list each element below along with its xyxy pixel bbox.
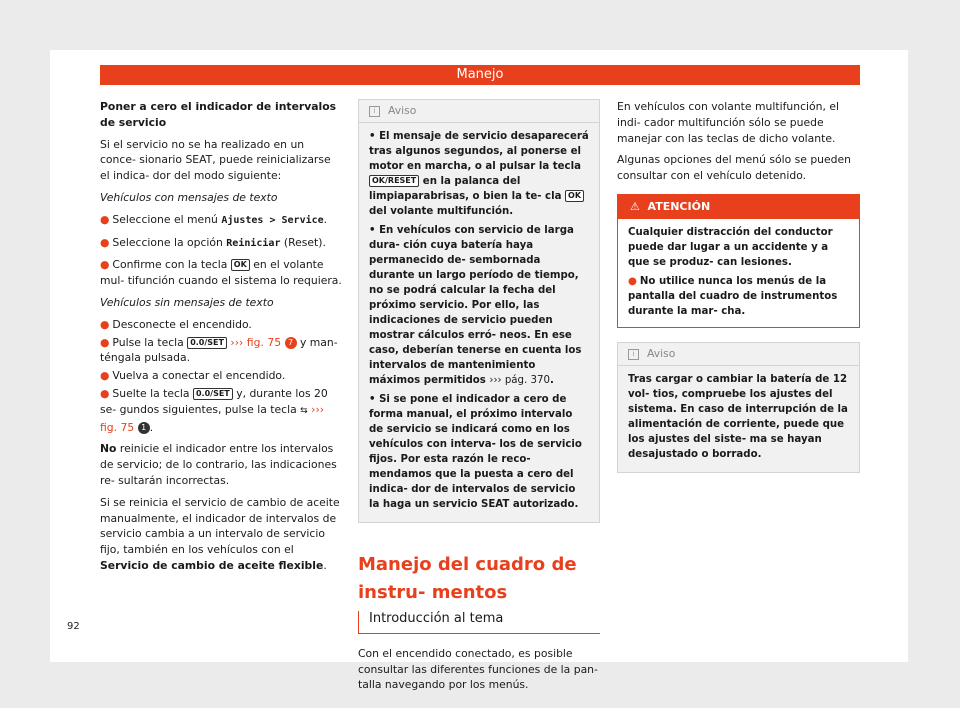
- bullet-icon: •: [369, 131, 380, 142]
- step-item: ● Suelte la tecla 0.0/SET y, durante los 20 se- gundos siguientes, pulse la tecla ⇆ ››› fig. 75 1 .: [100, 386, 328, 434]
- callout-number: 7: [285, 337, 297, 349]
- bullet-icon: ●: [628, 275, 637, 287]
- figure-link[interactable]: ››› fig. 75: [100, 402, 325, 434]
- arrow-key-icon: ⇆: [300, 405, 308, 416]
- note-paragraph: No reinicie el indicador entre los intervalos de servicio; de lo contrario, las indicaciones re- sultarán incorrectas.: [100, 442, 337, 487]
- aviso-box: [358, 99, 600, 523]
- ok-key-icon: OK: [231, 259, 250, 271]
- aviso-header: i Aviso: [359, 100, 599, 123]
- column-2: [358, 99, 600, 699]
- bullet-icon: ●: [100, 386, 110, 400]
- bullet-icon: ●: [100, 235, 110, 249]
- warning-box: [617, 194, 860, 328]
- callout-number: 1: [138, 422, 150, 434]
- column-1: [100, 99, 342, 580]
- page-number: 92: [67, 621, 80, 632]
- warning-header: ⚠ ATENCIÓN: [618, 195, 859, 219]
- bullet-icon: ●: [100, 317, 110, 331]
- warning-text: Cualquier distracción del conductor puede dar lugar a un accidente y a que se produz- can lesiones.: [628, 226, 833, 268]
- step-item: ● Confirme con la tecla OK en el volante mul- tifunción cuando el sistema lo requiera.: [100, 258, 342, 288]
- subheading-text-messages: Vehículos con mensajes de texto: [100, 190, 278, 204]
- info-icon: i: [369, 106, 380, 117]
- subheading-no-text-messages: Vehículos sin mensajes de texto: [100, 295, 274, 309]
- ok-key-icon: OK: [565, 190, 584, 202]
- column-3: [617, 99, 860, 473]
- figure-link[interactable]: ››› fig. 75: [230, 335, 282, 349]
- step-item: ● Desconecte el encendido.: [100, 317, 252, 331]
- warning-item: ● No utilice nunca los menús de la pantalla del cuadro de instrumentos durante la mar- cha.: [628, 275, 838, 317]
- set-key-icon: 0.0/SET: [187, 337, 227, 349]
- page-header: Manejo: [100, 65, 860, 85]
- intro-paragraph: Si el servicio no se ha realizado en un conce- sionario SEAT, puede reinicializarse el indica- dor del modo siguiente:: [100, 137, 331, 183]
- aviso-item: • El mensaje de servicio desaparecerá tras algunos segundos, al ponerse el motor en marcha, o al pulsar la tecla OK/RESET en la palanca del limpiaparabrisas, o bien la te- cla OK del volante multifunción.: [369, 131, 589, 217]
- note-paragraph: Si se reinicia el servicio de cambio de aceite manualmente, el indicador de intervalos de servicio cambia a un intervalo de servicio fijo, también en los vehículos con el Servicio de cambio de aceite flexible.: [100, 495, 340, 572]
- warning-body: [618, 219, 859, 327]
- section-title: Manejo del cuadro de instru- mentos: [358, 554, 577, 603]
- aviso-body: [618, 366, 859, 472]
- subsection-title: Introducción al tema: [358, 611, 600, 634]
- step-item: ● Seleccione el menú Ajustes > Service.: [100, 212, 328, 226]
- aviso-box: [617, 342, 860, 473]
- warning-triangle-icon: ⚠: [630, 199, 640, 213]
- bullet-icon: •: [369, 225, 380, 236]
- bullet-icon: •: [369, 394, 380, 405]
- bullet-icon: ●: [100, 335, 110, 349]
- step-item: ● Pulse la tecla 0.0/SET ››› fig. 75 7 y man- téngala pulsada.: [100, 335, 338, 365]
- aviso-item: • En vehículos con servicio de larga dura- ción cuya batería haya permanecido de- sembornada durante un largo período de tiempo, no se podrá calcular la fecha del próximo servicio. Por ello, las indicaciones de servicio pueden mostrar cálculos erró- neos. En ese caso, deberían tenerse en cuenta los intervalos de mantenimiento máximos permitidos ››› pág. 370.: [369, 225, 582, 386]
- menu-option: Reiniciar: [226, 237, 281, 249]
- bullet-icon: ●: [100, 369, 110, 383]
- info-icon: i: [628, 349, 639, 360]
- aviso-item: • Si se pone el indicador a cero de forma manual, el próximo intervalo de servicio se indicará como en los vehículos con interva- los de servicio fijos. Por esta razón le reco- mendamos que la puesta a cero del indica- dor de intervalos de servicio la haga un servicio SEAT autorizado.: [369, 394, 582, 510]
- paragraph: Algunas opciones del menú sólo se pueden consultar con el vehículo detenido.: [617, 153, 851, 183]
- section-heading: Poner a cero el indicador de intervalos de servicio: [100, 100, 337, 129]
- step-item: ● Vuelva a conectar el encendido.: [100, 369, 286, 383]
- page-link[interactable]: ››› pág. 370: [489, 375, 550, 386]
- aviso-body: [359, 123, 599, 522]
- aviso-header: i Aviso: [618, 343, 859, 366]
- aviso-text: Tras cargar o cambiar la batería de 12 vol- tios, compruebe los ajustes del sistema. En caso de interrupción de la alimentación de corriente, puede que los ajustes del siste- ma se hayan desajustado o borrado.: [628, 373, 848, 460]
- bullet-icon: ●: [100, 212, 110, 226]
- set-key-icon: 0.0/SET: [193, 388, 233, 400]
- ok-reset-key-icon: OK/RESET: [369, 175, 419, 187]
- step-item: ● Seleccione la opción Reiniciar (Reset).: [100, 235, 326, 249]
- bullet-icon: ●: [100, 258, 110, 272]
- paragraph: En vehículos con volante multifunción, el indi- cador multifunción sólo se puede manejar con las teclas de dicho volante.: [617, 100, 839, 145]
- menu-path: Ajustes > Service: [221, 214, 324, 226]
- intro-paragraph: Con el encendido conectado, es posible consultar las diferentes funciones de la pan- talla navegando por los menús.: [358, 646, 598, 692]
